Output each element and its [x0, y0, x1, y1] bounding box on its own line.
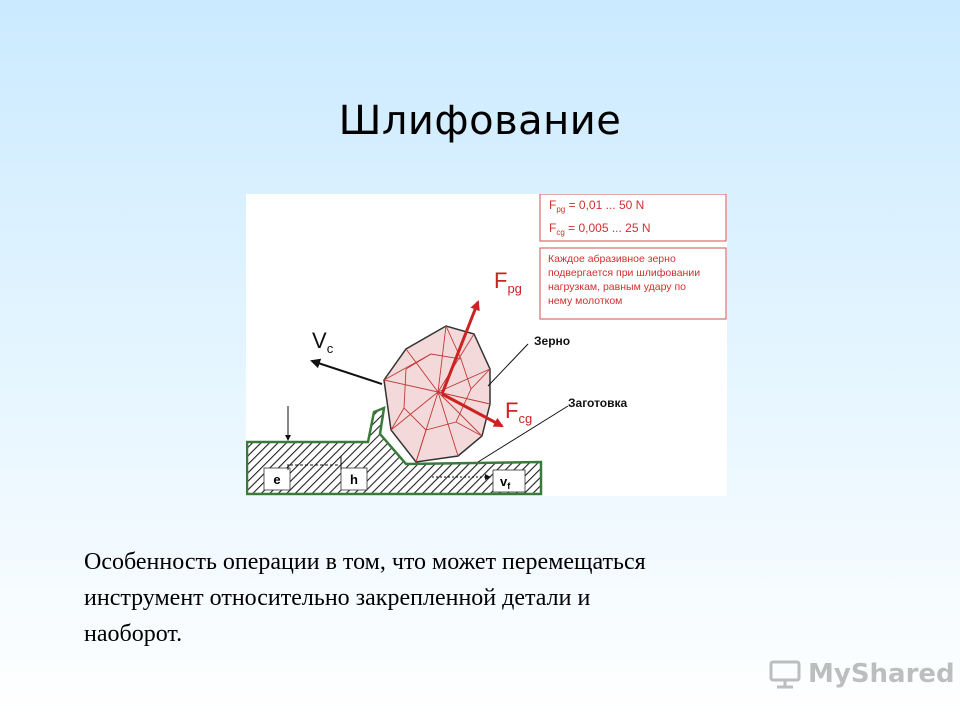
impact-note-line: Каждое абразивное зерно — [548, 253, 676, 265]
presentation-board-icon — [768, 659, 802, 689]
grain-label: Зерно — [534, 334, 571, 348]
workpiece-label: Заготовка — [568, 396, 628, 410]
vc-label: $V_c$ — [312, 328, 334, 356]
slide-title: Шлифование — [338, 98, 622, 144]
impact-note-line: нему молотком — [548, 295, 623, 307]
feed-velocity-label — [493, 470, 525, 492]
fcg-range-text: $F_{cg} = 0,005$ ... 25 N — [549, 221, 651, 237]
fpg-range-text: $F_{pg} = 0,01$ ... 50 N — [549, 198, 645, 214]
svg-text:h: h — [350, 472, 358, 487]
cutting-speed-arrow — [312, 361, 382, 384]
impact-note-line: подвергается при шлифовании — [548, 267, 701, 279]
abrasive-grain — [384, 326, 490, 462]
description-line: наоборот. — [84, 621, 183, 647]
description-line: Особенность операции в том, что может перемещаться — [84, 549, 646, 575]
fpg-label: $F_{pg}$ — [494, 268, 522, 296]
svg-text:e: e — [273, 472, 281, 487]
impact-note-line: нагрузкам, равным удару по — [548, 281, 686, 293]
description-paragraph — [84, 544, 884, 652]
watermark — [768, 656, 955, 692]
force-range-box — [540, 194, 726, 241]
fcg-label: $F_{cg}$ — [505, 398, 533, 426]
description-line: инструмент относительно закрепленной детали и — [84, 585, 591, 611]
grain-leader-line — [488, 344, 528, 386]
grinding-diagram — [246, 194, 727, 496]
depth-label-h — [341, 468, 367, 490]
impact-note-box — [540, 248, 726, 319]
svg-text:vf: $v_f$ — [500, 474, 511, 491]
depth-label-e — [264, 468, 290, 490]
watermark-text: MyShared — [808, 659, 955, 689]
